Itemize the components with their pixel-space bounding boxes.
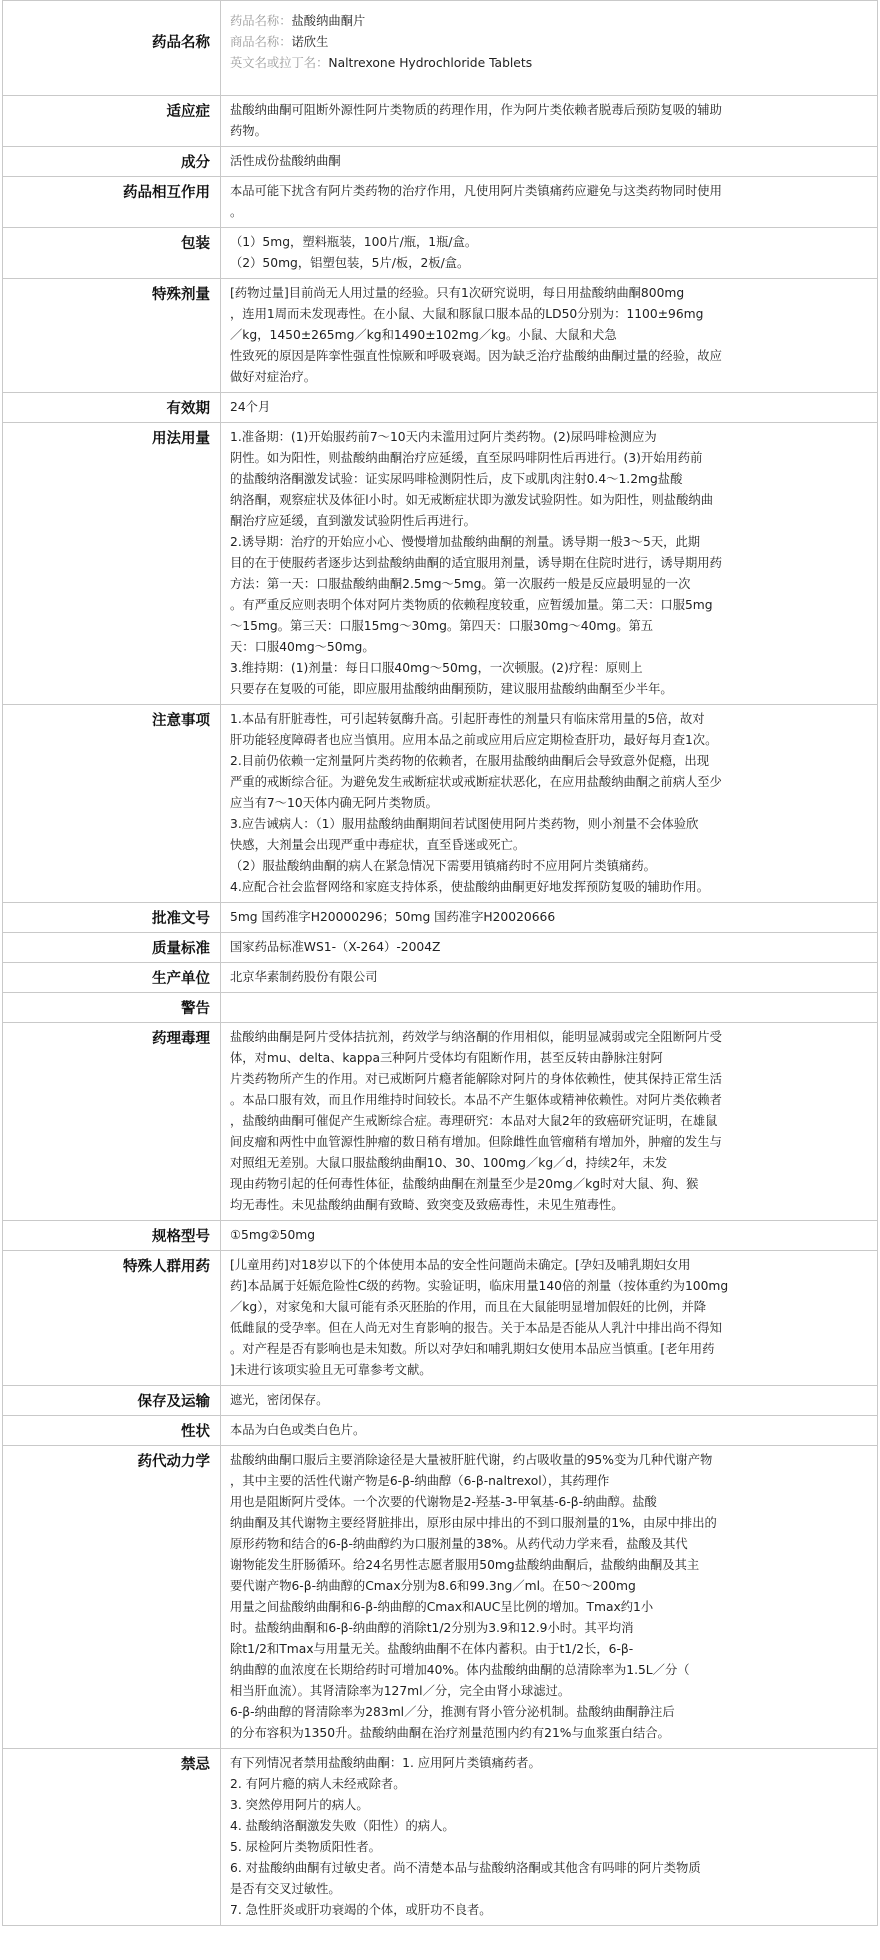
text-line: 3.维持期：(1)剂量：每日口服40mg～50mg，一次顿服。(2)疗程：原则上 <box>230 661 643 675</box>
row-value <box>221 1386 878 1416</box>
row-usage <box>3 423 878 705</box>
english-name-line <box>230 53 867 74</box>
text-line: （2）50mg，铝塑包装，5片/板，2板/盒。 <box>230 256 470 270</box>
text-line: 5mg 国药准字H20000296；50mg 国药准字H20020666 <box>230 910 556 924</box>
row-label: 药理毒理 <box>3 1023 221 1221</box>
text-line: 均无毒性。未见盐酸纳曲酮有致畸、致突变及致癌毒性，未见生殖毒性。 <box>230 1198 624 1212</box>
row-value <box>221 933 878 963</box>
text-line: 间皮瘤和两性中血管源性肿瘤的数日稍有增加。但除雌性血管瘤稍有增加外，肿瘤的发生与 <box>230 1135 722 1149</box>
row-label: 规格型号 <box>3 1221 221 1251</box>
row-pharmacokinetics <box>3 1446 878 1749</box>
row-label: 生产单位 <box>3 963 221 993</box>
text-line: 的分布容积为1350升。盐酸纳曲酮在治疗剂量范围内约有21%与血浆蛋白结合。 <box>230 1726 670 1740</box>
row-label: 警告 <box>3 993 221 1023</box>
text-line: （2）服盐酸纳曲酮的病人在紧急情况下需要用镇痛药时不应用阿片类镇痛药。 <box>230 859 656 873</box>
text-line: 除t1/2和Tmax与用量无关。盐酸纳曲酮不在体内蓄积。由于t1/2长，6-β- <box>230 1642 634 1656</box>
text-line: ／kg，1450±265mg／kg和1490±102mg／kg。小鼠、大鼠和犬急 <box>230 328 617 342</box>
text-line: 纳曲酮及其代谢物主要经肾脏排出，原形由尿中排出的不到口服剂量的1%，由尿中排出的 <box>230 1516 717 1530</box>
row-package <box>3 228 878 279</box>
row-label: 用法用量 <box>3 423 221 705</box>
text-line: 盐酸纳曲酮是阿片受体拮抗剂，药效学与纳洛酮的作用相似，能明显减弱或完全阻断阿片受 <box>230 1030 722 1044</box>
row-drug-name <box>3 1 878 96</box>
text-line: 2.诱导期：治疗的开始应小心、慢慢增加盐酸纳曲酮的剂量。诱导期一般3～5天，此期 <box>230 535 701 549</box>
text-line: [儿童用药]对18岁以下的个体使用本品的安全性问题尚未确定。[孕妇及哺乳期妇女用 <box>230 1258 691 1272</box>
text-line: 只要存在复吸的可能，即应服用盐酸纳曲酮预防，建议服用盐酸纳曲酮至少半年。 <box>230 682 673 696</box>
text-line: 盐酸纳曲酮口服后主要消除途径是大量被肝脏代谢，约占吸收量的95%变为几种代谢产物 <box>230 1453 713 1467</box>
text-line: 药物。 <box>230 124 267 138</box>
row-value <box>221 1 878 96</box>
row-composition <box>3 147 878 177</box>
generic-name-key: 药品名称： <box>230 14 292 28</box>
row-label: 性状 <box>3 1416 221 1446</box>
text-line: ①5mg②50mg <box>230 1228 316 1242</box>
text-line: 是否有交叉过敏性。 <box>230 1882 341 1896</box>
text-line: ，盐酸纳曲酮可催促产生戒断综合症。毒理研究：本品对大鼠2年的致癌研究证明，在雄鼠 <box>230 1114 718 1128</box>
text-line: （1）5mg，塑料瓶装，100片/瓶，1瓶/盒。 <box>230 235 478 249</box>
text-line: 1.本品有肝脏毒性，可引起转氨酶升高。引起肝毒性的剂量只有临床常用量的5倍，故对 <box>230 712 705 726</box>
text-line: 6-β-纳曲醇的肾清除率为283ml／分，推测有肾小管分泌机制。盐酸纳曲酮静注后 <box>230 1705 675 1719</box>
row-value <box>221 1749 878 1926</box>
text-line: 遮光，密闭保存。 <box>230 1393 329 1407</box>
text-line: 5. 尿检阿片类物质阳性者。 <box>230 1840 381 1854</box>
text-line: 做好对症治疗。 <box>230 370 317 384</box>
text-line: 纳洛酮，观察症状及体征l小时。如无戒断症状即为激发试验阴性。如为阳性，则盐酸纳曲 <box>230 493 713 507</box>
text-line: 北京华素制药股份有限公司 <box>230 970 378 984</box>
row-label: 成分 <box>3 147 221 177</box>
row-overdose <box>3 279 878 393</box>
text-line: 性致死的原因是阵挛性强直性惊厥和呼吸衰竭。因为缺乏治疗盐酸纳曲酮过量的经验，故应 <box>230 349 722 363</box>
text-line: [药物过量]目前尚无人用过量的经验。只有1次研究说明，每日用盐酸纳曲酮800mg <box>230 286 685 300</box>
row-interactions <box>3 177 878 228</box>
generic-name-line <box>230 11 867 32</box>
row-label: 批准文号 <box>3 903 221 933</box>
row-label: 包装 <box>3 228 221 279</box>
text-line: 严重的戒断综合征。为避免发生戒断症状或戒断症状恶化，在应用盐酸纳曲酮之前病人至少 <box>230 775 722 789</box>
text-line: 4. 盐酸纳洛酮激发失败（阳性）的病人。 <box>230 1819 455 1833</box>
row-standard <box>3 933 878 963</box>
row-value <box>221 279 878 393</box>
row-precautions <box>3 705 878 903</box>
text-line: 应当有7～10天体内确无阿片类物质。 <box>230 796 438 810</box>
row-label: 药代动力学 <box>3 1446 221 1749</box>
row-pharmacology <box>3 1023 878 1221</box>
text-line: 2. 有阿片瘾的病人未经戒除者。 <box>230 1777 406 1791</box>
text-line: 方法：第一天：口服盐酸纳曲酮2.5mg～5mg。第一次服药一般是反应最明显的一次 <box>230 577 691 591</box>
row-label: 保存及运输 <box>3 1386 221 1416</box>
text-line: 片类药物所产生的作用。对已戒断阿片瘾者能解除对阿片的身体依赖性，使其保持正常生活 <box>230 1072 722 1086</box>
text-line: 目的在于使服药者逐步达到盐酸纳曲酮的适宜服用剂量，诱导期在住院时进行，诱导期用药 <box>230 556 722 570</box>
row-validity <box>3 393 878 423</box>
row-value <box>221 1416 878 1446</box>
text-line: 本品可能下扰含有阿片类药物的治疗作用，凡使用阿片类镇痛药应避免与这类药物同时使用 <box>230 184 722 198</box>
text-line: 盐酸纳曲酮可阻断外源性阿片类物质的药理作用，作为阿片类依赖者脱毒后预防复吸的辅助 <box>230 103 722 117</box>
row-appearance <box>3 1416 878 1446</box>
row-indications <box>3 96 878 147</box>
row-label: 适应症 <box>3 96 221 147</box>
text-line: 对照组无差别。大鼠口服盐酸纳曲酮10、30、100mg／kg／d，持续2年，未发 <box>230 1156 668 1170</box>
trade-name-line <box>230 32 867 53</box>
row-storage <box>3 1386 878 1416</box>
text-line: 3. 突然停用阿片的病人。 <box>230 1798 369 1812</box>
text-line: ，连用1周而未发现毒性。在小鼠、大鼠和豚鼠口服本品的LD50分别为：1100±96mg <box>230 307 704 321</box>
row-value <box>221 963 878 993</box>
text-line: 的盐酸纳洛酮激发试验：证实尿吗啡检测阴性后，皮下或肌肉注射0.4～1.2mg盐酸 <box>230 472 683 486</box>
text-line: 要代谢产物6-β-纳曲醇的Cmax分别为8.6和99.3ng／ml。在50～200mg <box>230 1579 636 1593</box>
english-name-value: Naltrexone Hydrochloride Tablets <box>328 56 533 70</box>
text-line: 。 <box>230 205 243 219</box>
text-line: 原形药物和结合的6-β-纳曲醇约为口服剂量的38%。从药代动力学来看，盐酸及其代 <box>230 1537 688 1551</box>
text-line: 阴性。如为阳性，则盐酸纳曲酮治疗应延缓，直至尿吗啡阴性后再进行。(3)开始用药前 <box>230 451 703 465</box>
text-line: ／kg），对家兔和大鼠可能有杀灭胚胎的作用，而且在大鼠能明显增加假妊的比例，并降 <box>230 1300 707 1314</box>
row-value <box>221 903 878 933</box>
drug-spec-page <box>2 0 878 1926</box>
row-value <box>221 393 878 423</box>
row-value <box>221 96 878 147</box>
text-line: 本品为白色或类白色片。 <box>230 1423 366 1437</box>
row-value <box>221 993 878 1023</box>
text-line: 快感，大剂量会出现严重中毒症状，直至昏迷或死亡。 <box>230 838 526 852</box>
text-line: 用也是阻断阿片受体。一个次要的代谢物是2-羟基-3-甲氧基-6-β-纳曲醇。盐酸 <box>230 1495 657 1509</box>
row-value <box>221 228 878 279</box>
row-value <box>221 177 878 228</box>
text-line: 24个月 <box>230 400 271 414</box>
row-manufacturer <box>3 963 878 993</box>
text-line: 7. 急性肝炎或肝功衰竭的个体，或肝功不良者。 <box>230 1903 492 1917</box>
text-line: 2.目前仍依赖一定剂量阿片类药物的依赖者，在服用盐酸纳曲酮后会导致意外促瘾，出现 <box>230 754 710 768</box>
text-line: 活性成份盐酸纳曲酮 <box>230 154 341 168</box>
row-label: 药品相互作用 <box>3 177 221 228</box>
text-line: 天：口服40mg～50mg。 <box>230 640 375 654</box>
text-line: 体，对mu、delta、kappa三种阿片受体均有阻断作用，甚至反转由静脉注射阿 <box>230 1051 663 1065</box>
row-value <box>221 1446 878 1749</box>
text-line: 6. 对盐酸纳曲酮有过敏史者。尚不清楚本品与盐酸纳洛酮或其他含有吗啡的阿片类物质 <box>230 1861 701 1875</box>
text-line: 。有严重反应则表明个体对阿片类物质的依赖程度较重，应暂缓加量。第二天：口服5mg <box>230 598 713 612</box>
text-line: 相当肝血流）。其肾清除率为127ml／分，完全由肾小球滤过。 <box>230 1684 571 1698</box>
text-line: 。对产程是否有影响也是未知数。所以对孕妇和哺乳期妇女使用本品应当慎重。[老年用药 <box>230 1342 715 1356</box>
row-value <box>221 1221 878 1251</box>
text-line: 有下列情况者禁用盐酸纳曲酮：1. 应用阿片类镇痛药者。 <box>230 1756 541 1770</box>
row-label: 质量标准 <box>3 933 221 963</box>
row-value <box>221 1023 878 1221</box>
row-value <box>221 423 878 705</box>
row-label: 特殊剂量 <box>3 279 221 393</box>
row-contraindications <box>3 1749 878 1926</box>
text-line: 药]本品属于妊娠危险性C级的药物。实验证明，临床用量140倍的剂量（按体重约为100mg <box>230 1279 729 1293</box>
row-label: 禁忌 <box>3 1749 221 1926</box>
row-value <box>221 1251 878 1386</box>
text-line: ～15mg。第三天：口服15mg～30mg。第四天：口服30mg～40mg。第五 <box>230 619 654 633</box>
row-label: 有效期 <box>3 393 221 423</box>
row-label: 药品名称 <box>3 1 221 96</box>
row-warning <box>3 993 878 1023</box>
text-line: 谢物能发生肝肠循环。给24名男性志愿者服用50mg盐酸纳曲酮后，盐酸纳曲酮及其主 <box>230 1558 700 1572</box>
text-line: 3.应告诫病人：（1）服用盐酸纳曲酮期间若试图使用阿片类药物，则小剂量不会体验欣 <box>230 817 699 831</box>
row-label: 特殊人群用药 <box>3 1251 221 1386</box>
text-line: 肝功能轻度障碍者也应当慎用。应用本品之前或应用后应定期检查肝功，最好每月查1次。 <box>230 733 718 747</box>
text-line: 。本品口服有效，而且作用维持时间较长。本品不产生躯体或精神依赖性。对阿片类依赖者 <box>230 1093 722 1107</box>
row-special_groups <box>3 1251 878 1386</box>
row-approval <box>3 903 878 933</box>
row-spec <box>3 1221 878 1251</box>
text-line: 纳曲醇的血浓度在长期给药时可增加40%。体内盐酸纳曲酮的总清除率为1.5L／分（ <box>230 1663 690 1677</box>
text-line: 低雌鼠的受孕率。但在人尚无对生育影响的报告。关于本品是否能从人乳汁中排出尚不得知 <box>230 1321 722 1335</box>
row-label: 注意事项 <box>3 705 221 903</box>
text-line: ，其中主要的活性代谢产物是6-β-纳曲醇（6-β-naltrexol），其药理作 <box>230 1474 610 1488</box>
text-line: 用量之间盐酸纳曲酮和6-β-纳曲醇的Cmax和AUC呈比例的增加。Tmax约1小 <box>230 1600 654 1614</box>
text-line: 时。盐酸纳曲酮和6-β-纳曲醇的消除t1/2分别为3.9和12.9小时。其平均消 <box>230 1621 634 1635</box>
text-line: 酮治疗应延缓，直到激发试验阴性后再进行。 <box>230 514 476 528</box>
generic-name-value: 盐酸纳曲酮片 <box>291 14 366 28</box>
text-line: 国家药品标准WS1-（X-264）-2004Z <box>230 940 441 954</box>
trade-name-key: 商品名称： <box>230 35 292 49</box>
text-line: 4.应配合社会监督网络和家庭支持体系，使盐酸纳曲酮更好地发挥预防复吸的辅助作用。 <box>230 880 710 894</box>
text-line: 1.准备期：(1)开始服药前7～10天内未滥用过阿片类药物。(2)尿吗啡检测应为 <box>230 430 657 444</box>
row-value <box>221 147 878 177</box>
text-line: ]未进行该项实验且无可靠参考文献。 <box>230 1363 432 1377</box>
drug-spec-table <box>2 0 878 1926</box>
english-name-key: 英文名或拉丁名： <box>230 56 329 70</box>
row-value <box>221 705 878 903</box>
trade-name-value: 诺欣生 <box>291 35 329 49</box>
text-line: 现由药物引起的任何毒性体征，盐酸纳曲酮在剂量至少是20mg／kg时对大鼠、狗、猴 <box>230 1177 699 1191</box>
